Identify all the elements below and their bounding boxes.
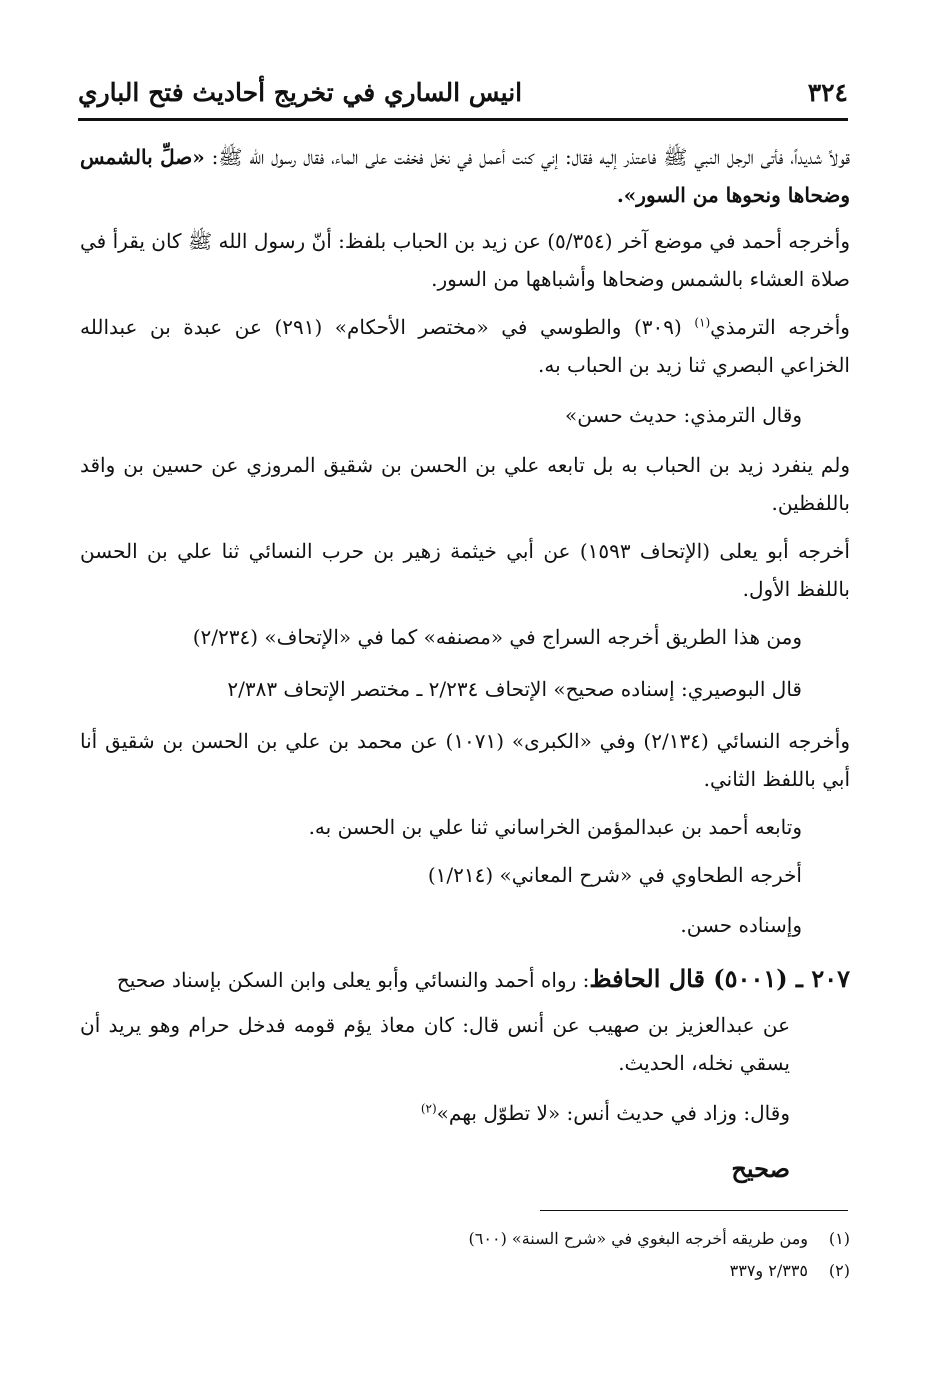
paragraph-6: أخرجه أبو يعلى (الإتحاف ١٥٩٣) عن أبي خيثمة زهير بن حرب النسائي ثنا علي بن الحسن باللفظ الأول.	[80, 539, 850, 601]
paragraph-4: وقال الترمذي: حديث حسن»	[565, 403, 802, 427]
footnote-ref-1[interactable]: (١)	[694, 315, 711, 330]
hadith-207-heading	[80, 960, 850, 999]
paragraph-3	[80, 308, 850, 384]
paragraph-2: وأخرجه أحمد في موضع آخر (٥/٣٥٤) عن زيد بن الحباب بلفظ: أنّ رسول الله ﷺ كان يقرأ في صلاة العشاء بالشمس وضحاها وأشباهها من السور.	[80, 229, 850, 291]
paragraph-3-a: وأخرجه الترمذي	[710, 315, 850, 339]
hadith-207-label: ٢٠٧ ـ (٥٠٠١) قال الحافظ	[589, 964, 850, 993]
hadith-207-source: : رواه أحمد والنسائي وأبو يعلى وابن السكن بإسناد صحيح	[116, 968, 590, 992]
running-header	[78, 72, 848, 112]
paragraph-11: أخرجه الطحاوي في «شرح المعاني» (١/٢١٤)	[427, 863, 802, 887]
header-rule	[78, 118, 848, 121]
paragraph-5: ولم ينفرد زيد بن الحباب به بل تابعه علي بن الحسن بن شقيق المروزي عن حسين بن واقد باللفظين.	[80, 453, 850, 515]
footnote-1-text: ومن طريقه أخرجه البغوي في «شرح السنة» (٦٠٠)	[468, 1229, 808, 1248]
paragraph-14	[80, 1094, 790, 1132]
footnote-rule	[540, 1210, 848, 1211]
paragraph-1	[80, 138, 850, 214]
paragraph-10: وتابعه أحمد بن عبدالمؤمن الخراساني ثنا علي بن الحسن به.	[308, 815, 802, 839]
paragraph-1-text: قولاً شديداً، فأتى الرجل النبي ﷺ فاعتذر إليه فقال: إني كنت أعمل في نخل فخفت على الماء، فقال رسول الله ﷺ:	[204, 145, 850, 169]
footnote-2-number: (٢)	[828, 1261, 850, 1280]
paragraph-13: عن عبدالعزيز بن صهيب عن أنس قال: كان معاذ يؤم قومه فدخل حرام وهو يريد أن يسقي نخله، الحديث.	[80, 1013, 790, 1075]
footnote-1	[469, 1226, 850, 1252]
verdict: صحيح	[731, 1154, 790, 1183]
paragraph-12: وإسناده حسن.	[680, 913, 802, 937]
paragraph-9: وأخرجه النسائي (٢/١٣٤) وفي «الكبرى» (١٠٧١) عن محمد بن علي بن الحسن بن شقيق أنا أبي باللفظ الثاني.	[80, 729, 850, 791]
paragraph-7: ومن هذا الطريق أخرجه السراج في «مصنفه» كما في «الإتحاف» (٢/٢٣٤)	[192, 625, 802, 649]
paragraph-8: قال البوصيري: إسناده صحيح» الإتحاف ٢/٢٣٤ ـ مختصر الإتحاف ٢/٣٨٣	[227, 677, 802, 701]
footnote-ref-2[interactable]: (٢)	[420, 1101, 437, 1116]
footnote-2	[730, 1258, 850, 1284]
page-number: ٣٢٤	[807, 77, 848, 107]
paragraph-3-b: (٣٠٩) والطوسي في «مختصر الأحكام» (٢٩١) عن عبدة بن عبدالله الخزاعي البصري ثنا زيد بن الحباب به.	[80, 315, 850, 377]
paragraph-1-quote: «صلِّ بالشمس وضحاها ونحوها من السور».	[80, 145, 850, 207]
footnote-1-number: (١)	[828, 1229, 850, 1248]
footnote-2-text: ٢/٣٣٥ و٣٣٧	[729, 1261, 808, 1280]
book-title: انيس الساري في تخريج أحاديث فتح الباري	[78, 77, 523, 107]
paragraph-14-text: وقال: وزاد في حديث أنس: «لا تطوّل بهم»	[436, 1101, 790, 1125]
